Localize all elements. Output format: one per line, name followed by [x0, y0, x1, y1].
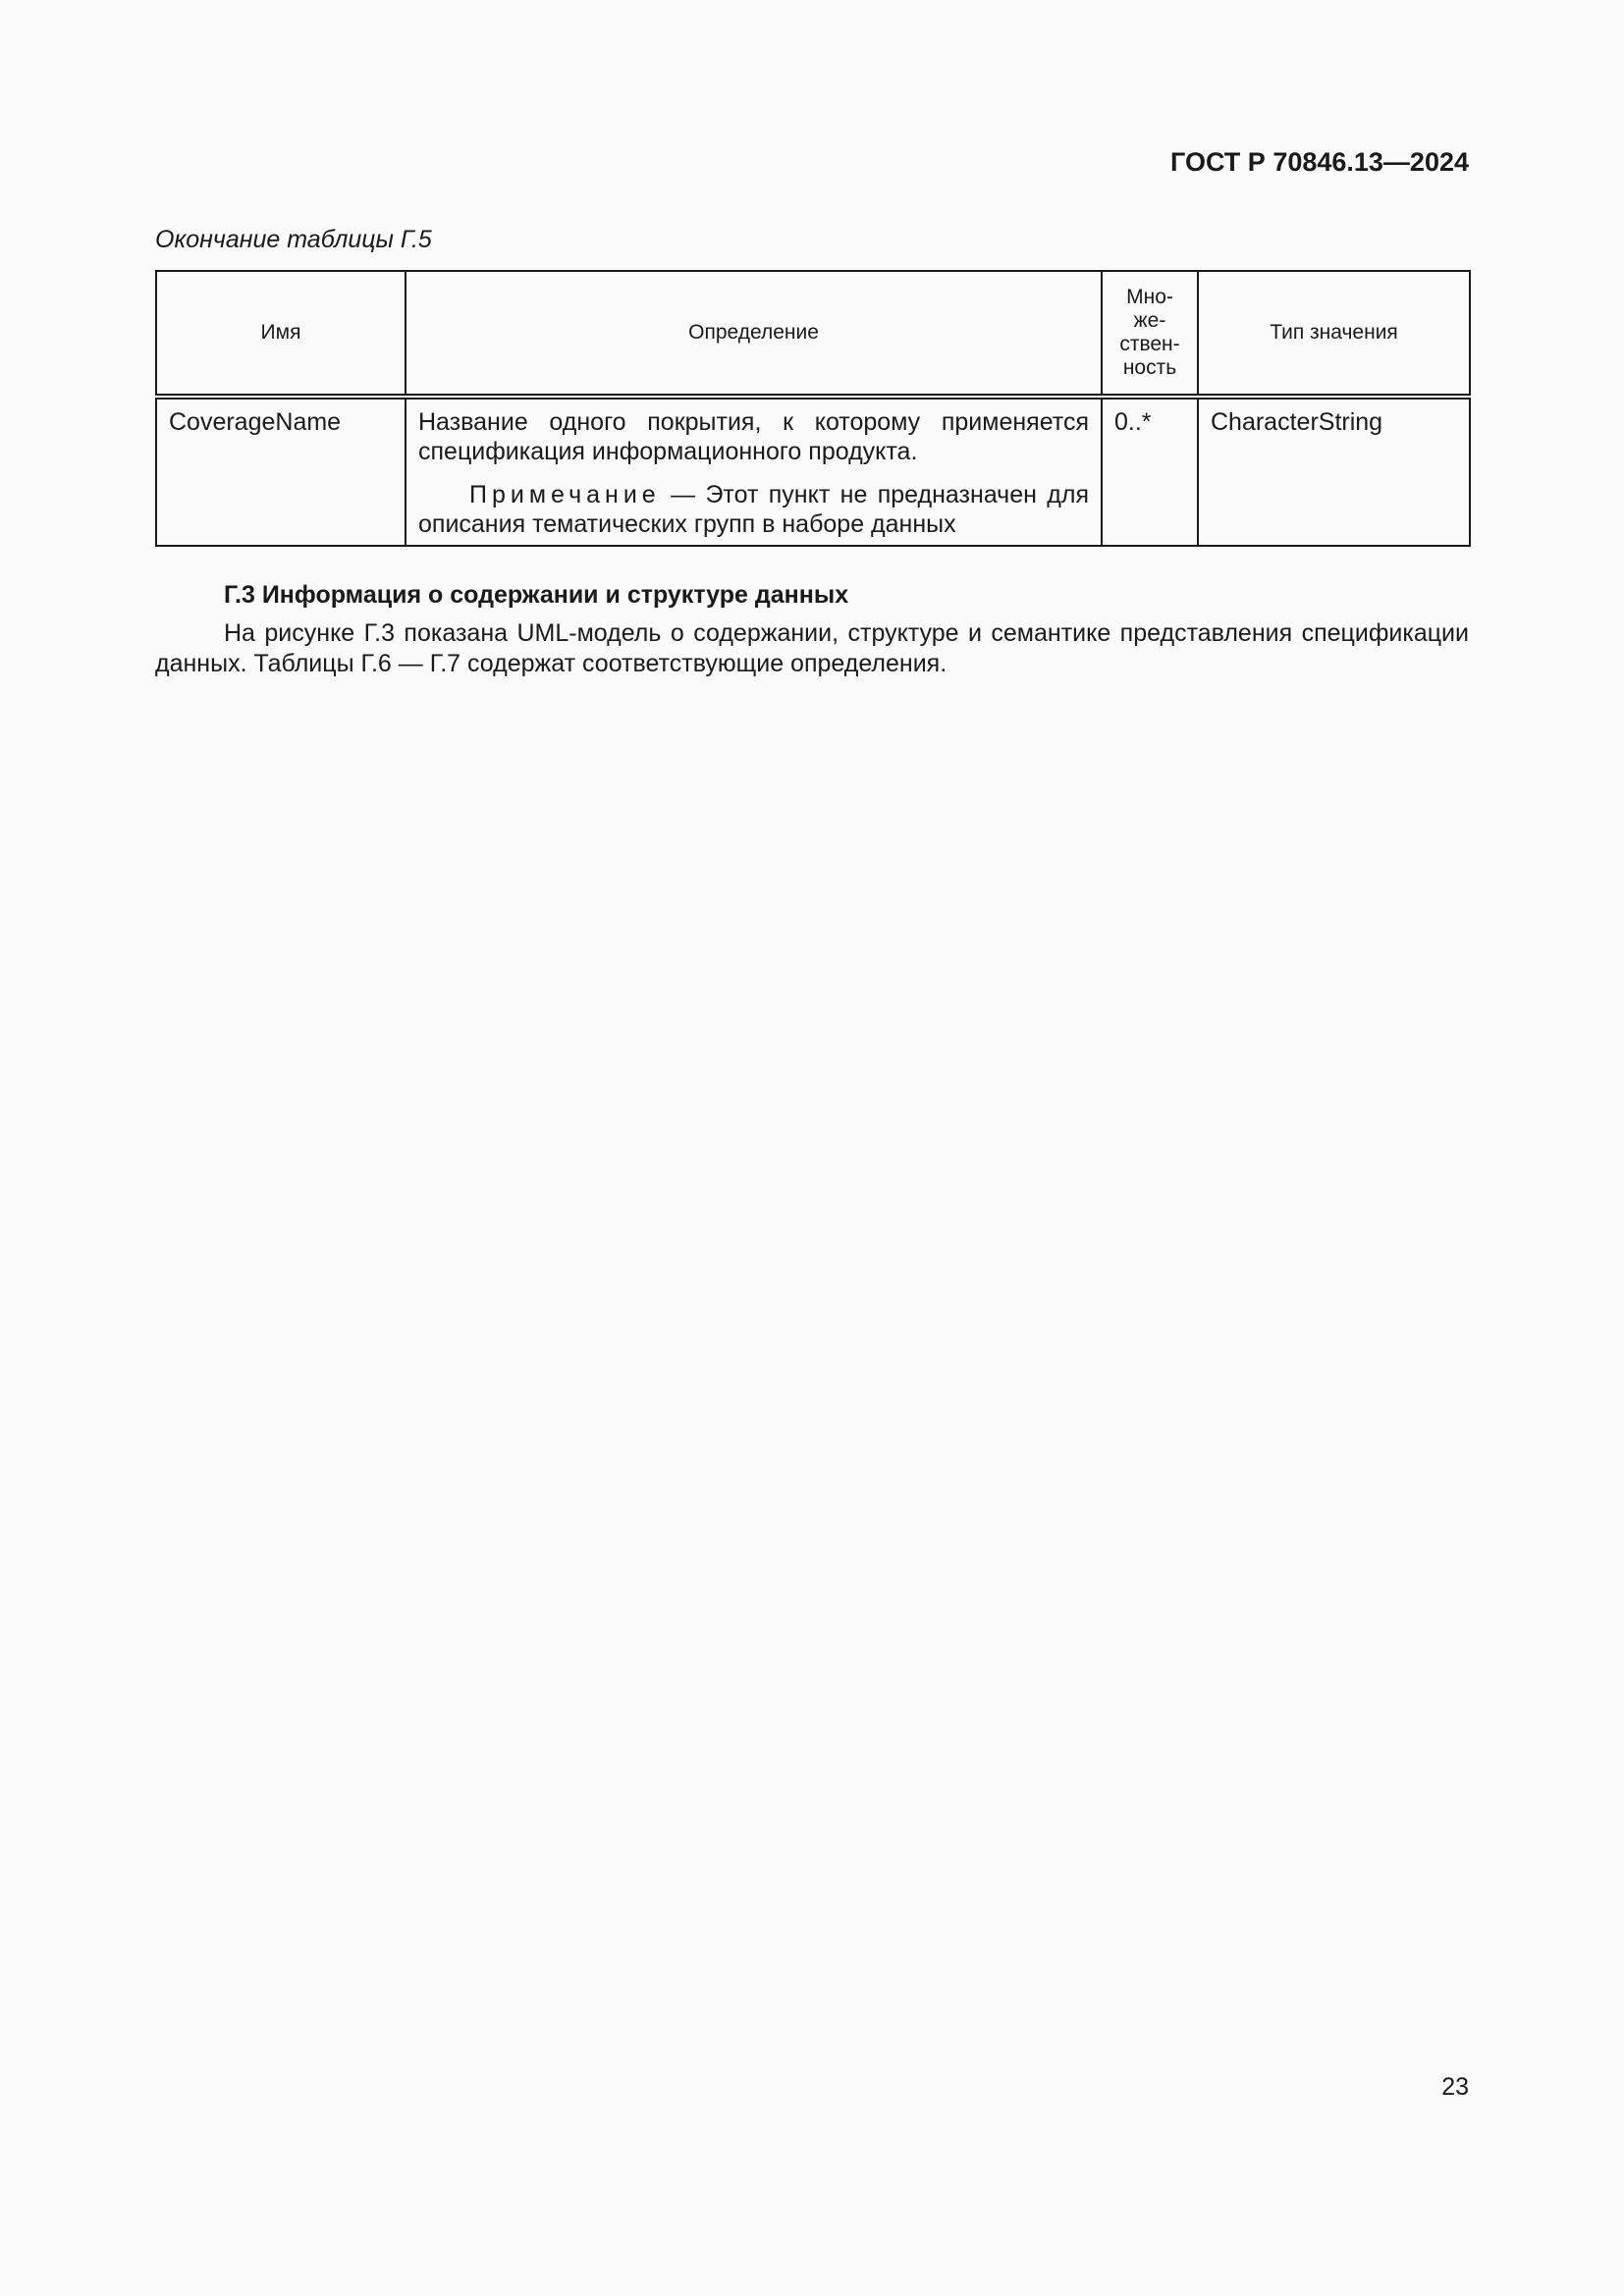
cell-definition: [406, 397, 1102, 546]
column-header-name: Имя: [156, 271, 406, 397]
section-paragraph: На рисунке Г.3 показана UML-модель о содержании, структуре и семантике представления спецификации данных. Таблицы Г.6 — Г.7 содержат соответствующие определения.: [155, 619, 1469, 677]
note-label: Примечание: [469, 481, 661, 508]
definition-text: Название одного покрытия, к которому применяется спецификация информационного продукта.: [418, 408, 1089, 465]
definition-note: [418, 480, 1089, 539]
section-heading: Г.3 Информация о содержании и структуре данных: [224, 581, 849, 609]
cell-multiplicity: 0..*: [1102, 397, 1198, 546]
column-header-value-type: Тип значения: [1198, 271, 1470, 397]
page-number: 23: [1441, 2073, 1469, 2101]
table-caption: Окончание таблицы Г.5: [155, 226, 432, 253]
table-header-row: [156, 271, 1470, 397]
cell-name: CoverageName: [156, 397, 406, 546]
cell-value-type: CharacterString: [1198, 397, 1470, 546]
table-row: [156, 397, 1470, 546]
definitions-table: [155, 270, 1471, 547]
column-header-multiplicity: Мно- же- ствен- ность: [1102, 271, 1198, 397]
document-code: ГОСТ Р 70846.13—2024: [1170, 147, 1469, 177]
note-text: — Этот пункт не предназначен для описания тематических групп в наборе данных: [418, 481, 1089, 538]
column-header-definition: Определение: [406, 271, 1102, 397]
